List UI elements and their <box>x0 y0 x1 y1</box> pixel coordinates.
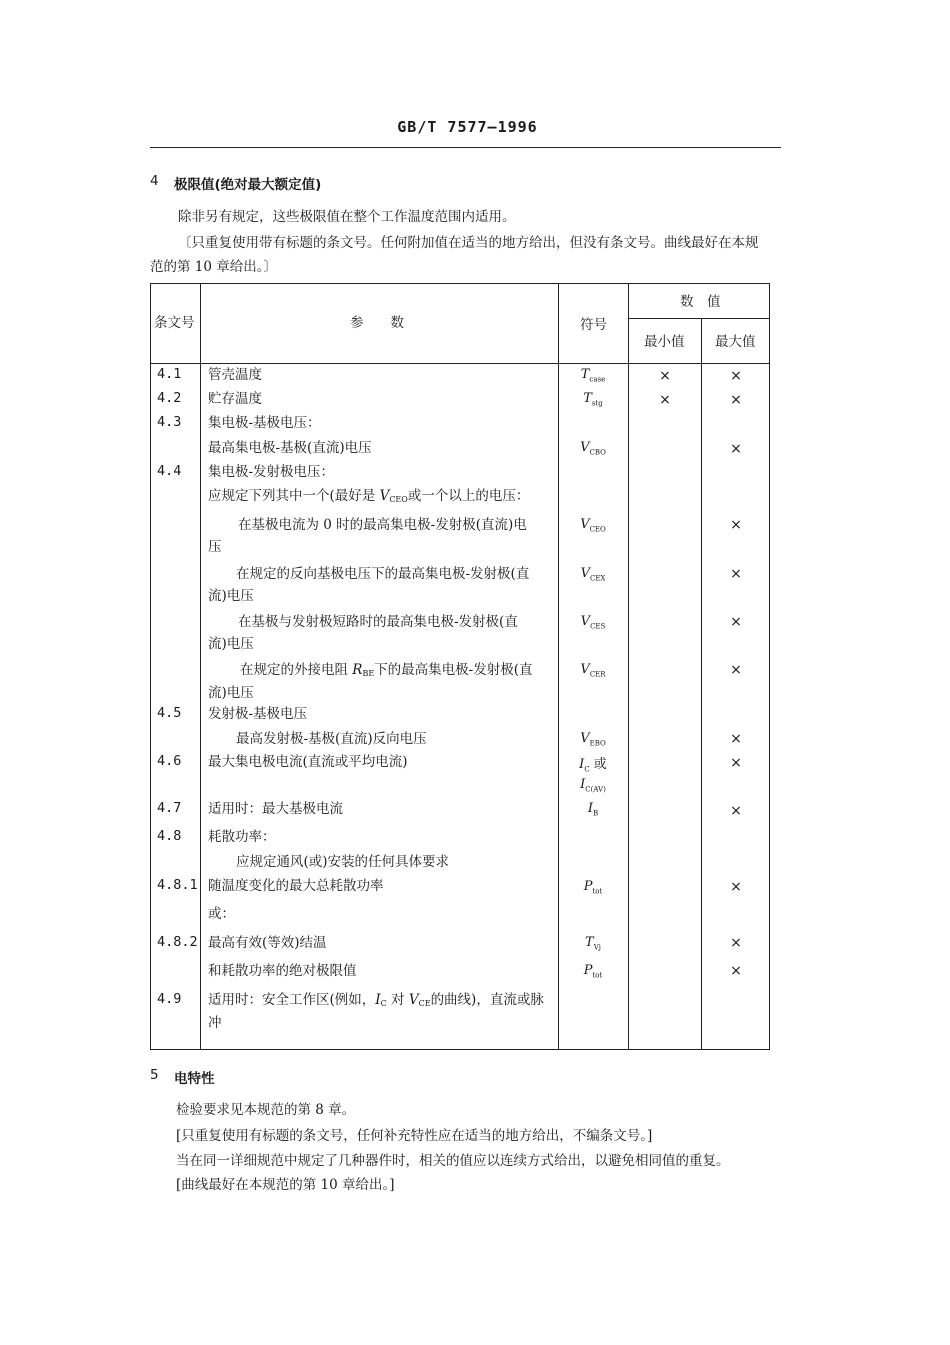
clause-4-4: 4.4 <box>157 463 182 479</box>
param-abs-dissipation-limit: 和耗散功率的绝对极限值 <box>208 963 357 979</box>
header-rule <box>150 147 781 148</box>
param-dissipation: 耗散功率： <box>208 829 276 845</box>
max-mark-4-8-2: × <box>730 935 742 951</box>
clause-4-2: 4.2 <box>157 390 182 406</box>
param-v-ceo-line-1: 在基极电流为 0 时的最高集电极-发射极(直流)电 <box>238 517 527 533</box>
param-v-ces-line-2: 流)电压 <box>208 636 254 652</box>
param-or: 或： <box>208 906 235 922</box>
param-ventilation-note: 应规定通风(或)安装的任何具体要求 <box>236 854 450 870</box>
clause-4-8-2: 4.8.2 <box>157 934 198 950</box>
header-max: 最大值 <box>715 334 756 350</box>
max-mark-v-cex: × <box>730 566 742 582</box>
max-mark-4-8-2b: × <box>730 963 742 979</box>
param-max-eb-voltage: 最高发射极-基极(直流)反向电压 <box>236 731 427 747</box>
clause-4-3: 4.3 <box>157 414 182 430</box>
header-bottom-rule <box>151 363 769 364</box>
standard-number: GB/T 7577—1996 <box>397 118 538 136</box>
symbol-t-stg: $T_{stg}$ <box>583 391 603 408</box>
symbol-i-c-av: $I_{C(AV)}$ <box>580 777 606 794</box>
clause-4-6: 4.6 <box>157 753 182 769</box>
param-v-ces-line-1: 在基极与发射极短路时的最高集电极-发射极(直 <box>238 614 518 630</box>
header-symbol: 符号 <box>580 317 607 333</box>
symbol-v-ebo: $V_{EBO}$ <box>580 731 606 748</box>
symbol-t-case: $T_{case}$ <box>580 367 606 384</box>
param-max-collector-current: 最大集电极电流(直流或平均电流) <box>208 754 408 770</box>
symbol-p-tot-1: $P_{tot}$ <box>583 879 603 896</box>
section-4-para-2-line-1: 〔只重复使用带有标题的条文号。任何附加值在适当的地方给出，但没有条文号。曲线最好在本规 <box>178 235 759 251</box>
max-mark-v-ceo: × <box>730 517 742 533</box>
section-5-para-2: [只重复使用有标题的条文号，任何补充特性应在适当的地方给出，不编条文号。] <box>176 1128 653 1144</box>
param-cb-voltage: 集电极-基极电压： <box>208 415 321 431</box>
max-mark-4-6: × <box>730 755 742 771</box>
max-mark-4-8-1: × <box>730 879 742 895</box>
col-divider-3 <box>628 284 629 1049</box>
param-v-cex-line-2: 流)电压 <box>208 588 254 604</box>
symbol-v-ceo: $V_{CEO}$ <box>580 517 606 534</box>
section-4-title: 极限值(绝对最大额定值) <box>174 177 322 193</box>
symbol-i-b: $I_B$ <box>587 801 599 818</box>
section-4-number: 4 <box>150 173 159 189</box>
section-5-title: 电特性 <box>174 1071 215 1087</box>
param-storage-temp: 贮存温度 <box>208 391 262 407</box>
param-safe-operating-area-line-1: 适用时：安全工作区(例如，IC 对 VCE的曲线)，直流或脉 <box>208 992 544 1008</box>
param-case-temp: 管壳温度 <box>208 367 262 383</box>
param-max-base-current: 适用时：最大基极电流 <box>208 801 343 817</box>
param-max-total-dissipation: 随温度变化的最大总耗散功率 <box>208 878 384 894</box>
symbol-v-cer: $V_{CER}$ <box>580 662 606 679</box>
symbol-t-vj: $T_{Vj}$ <box>585 935 601 952</box>
clause-4-9: 4.9 <box>157 991 182 1007</box>
max-mark-4-5: × <box>730 731 742 747</box>
symbol-v-cbo: $V_{CBO}$ <box>580 440 606 457</box>
header-values: 数 值 <box>680 294 721 310</box>
max-mark-4-3: × <box>730 441 742 457</box>
section-4-para-1: 除非另有规定，这些极限值在整个工作温度范围内适用。 <box>178 209 516 225</box>
param-max-junction-temp: 最高有效(等效)结温 <box>208 935 327 951</box>
values-header-rule <box>628 318 769 319</box>
section-5-para-3: 当在同一详细规范中规定了几种器件时，相关的值应以连续方式给出，以避免相同值的重复。 <box>176 1153 730 1169</box>
max-mark-4-7: × <box>730 803 742 819</box>
param-safe-operating-area-line-2: 冲 <box>208 1015 222 1031</box>
section-5-para-4: [曲线最好在本规范的第 10 章给出。] <box>176 1177 395 1193</box>
symbol-v-cex: $V_{CEX}$ <box>580 566 606 583</box>
param-ce-voltage: 集电极-发射极电压： <box>208 464 335 480</box>
section-4-para-2-line-2: 范的第 10 章给出。〕 <box>150 259 278 275</box>
header-clause: 条文号 <box>154 315 195 331</box>
clause-4-8: 4.8 <box>157 828 182 844</box>
clause-4-8-1: 4.8.1 <box>157 877 198 893</box>
param-ce-note: 应规定下列其中一个(最好是 VCEO或一个以上的电压： <box>208 488 530 504</box>
section-5-para-1: 检验要求见本规范的第 8 章。 <box>176 1102 356 1118</box>
symbol-p-tot-2: $P_{tot}$ <box>583 963 603 980</box>
max-mark-v-cer: × <box>730 662 742 678</box>
min-mark-4-1: × <box>659 368 671 384</box>
clause-4-5: 4.5 <box>157 705 182 721</box>
param-max-cb-voltage: 最高集电极-基极(直流)电压 <box>208 440 372 456</box>
param-v-ceo-line-2: 压 <box>208 539 222 555</box>
symbol-i-c: $I_C$ 或 <box>579 757 607 774</box>
header-min: 最小值 <box>644 334 685 350</box>
param-eb-voltage: 发射极-基极电压 <box>208 706 308 722</box>
symbol-v-ces: $V_{CES}$ <box>580 614 606 631</box>
section-5-number: 5 <box>150 1067 159 1083</box>
param-v-cer-line-1: 在规定的外接电阻 RBE下的最高集电极-发射极(直 <box>240 662 533 678</box>
param-v-cex-line-1: 在规定的反向基极电压下的最高集电极-发射极(直 <box>236 566 530 582</box>
clause-4-7: 4.7 <box>157 800 182 816</box>
clause-4-1: 4.1 <box>157 366 182 382</box>
param-v-cer-line-2: 流)电压 <box>208 685 254 701</box>
col-divider-4 <box>701 318 702 1049</box>
min-mark-4-2: × <box>659 392 671 408</box>
max-mark-v-ces: × <box>730 614 742 630</box>
max-mark-4-2: × <box>730 392 742 408</box>
header-param: 参 数 <box>350 315 404 331</box>
col-divider-1 <box>200 284 201 1049</box>
max-mark-4-1: × <box>730 368 742 384</box>
